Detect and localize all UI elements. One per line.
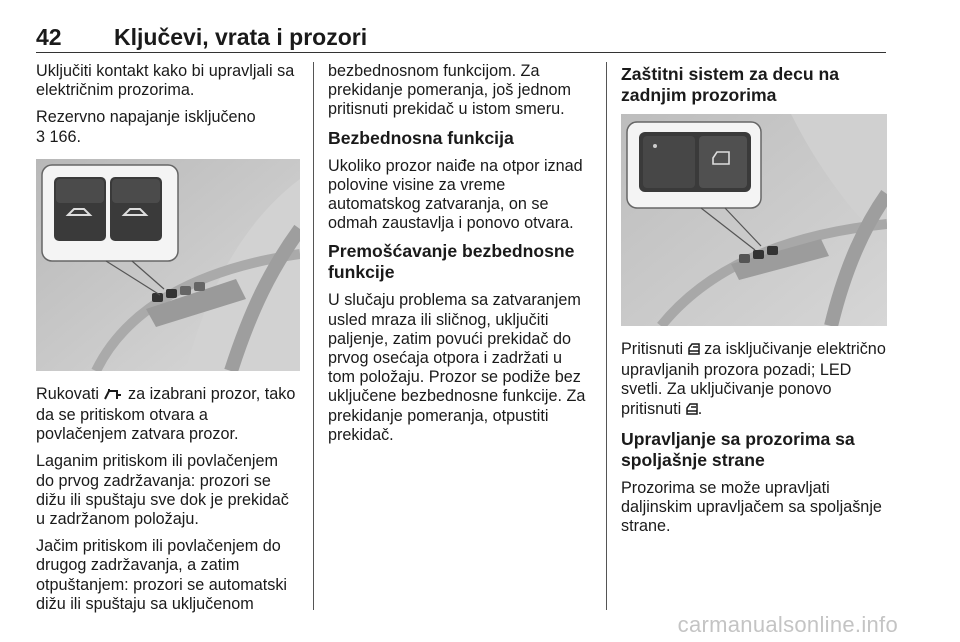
paragraph: Ukoliko prozor naiđe na otpor iznad polovine visine za vreme automatskog zatvaranja, on se odmah zaustavlja i ponovo otvara. [328, 156, 583, 233]
paragraph-text: . [697, 399, 703, 418]
column-divider [606, 62, 607, 610]
column-2 [328, 62, 592, 453]
paragraph-text: za isključivanje električno upravljanih prozora pozadi; LED svetli. Za uključivanje ponovo [621, 340, 886, 399]
child-lock-figure [621, 114, 887, 326]
paragraph: Laganim pritiskom ili povlačenjem do prvog zadržavanja: prozori se dižu ili spuštaju sve dok je prekidač u zadržanom položaju. [36, 452, 289, 529]
page-number: 42 [36, 24, 62, 50]
page-title: Ključevi, vrata i prozori [114, 24, 368, 50]
paragraph [36, 385, 300, 445]
column-1 [36, 62, 300, 622]
section-heading: Bezbednosna funkcija [328, 127, 514, 148]
paragraph-text: pritisnuti [621, 399, 682, 418]
paragraph: Uključiti kontakt kako bi upravljali sa električnim prozorima. [36, 62, 295, 100]
window-switch-figure [36, 159, 300, 371]
child-lock-icon [688, 342, 700, 361]
section-heading: Upravljanje sa prozorima sa spoljašnje strane [621, 428, 855, 470]
paragraph [621, 340, 887, 421]
paragraph [36, 108, 300, 146]
paragraph-text: za izabrani prozor, tako da se pritiskom otvara a povlačenjem zatvara prozor. [36, 384, 296, 444]
section-heading: Premošćavanje bezbednosne funkcije [328, 241, 575, 283]
column-3 [621, 62, 887, 544]
child-lock-icon [686, 402, 698, 421]
column-divider [313, 62, 314, 610]
page-reference[interactable]: 166. [49, 127, 82, 146]
paragraph-text: Pritisnuti [621, 340, 684, 358]
paragraph-text: Rezervno napajanje isključeno [36, 108, 256, 127]
window-switch-icon [103, 387, 123, 406]
paragraph: Jačim pritiskom ili povlačenjem do drugog zadržavanja, a zatim otpuštanjem: prozori se automatski dižu ili spuštaju sa uključenom [36, 537, 288, 613]
paragraph: U slučaju problema sa zatvaranjem usled mraza ili sličnog, uključiti paljenje, zatim povući prekidač do prvog osećaja otpora i zadržati u tom položaju. Prozor se podiže bez uključene bezbednosne funkcije. Za prekidanje pomeranja, otpustiti prekidač. [328, 291, 586, 444]
paragraph-text: Rukovati [36, 384, 99, 403]
paragraph: bezbednosnom funkcijom. Za prekidanje pomeranja, još jednom pritisnuti prekidač u istom smeru. [328, 62, 571, 119]
section-heading: Zaštitni sistem za decu na zadnjim prozorima [621, 64, 840, 105]
paragraph: Prozorima se može upravljati daljinskim upravljačem sa spoljašnje strane. [621, 478, 882, 536]
watermark: carmanualsonline.info [677, 612, 898, 637]
reference-arrow-icon: 3 [36, 127, 46, 146]
page-header [36, 22, 886, 53]
